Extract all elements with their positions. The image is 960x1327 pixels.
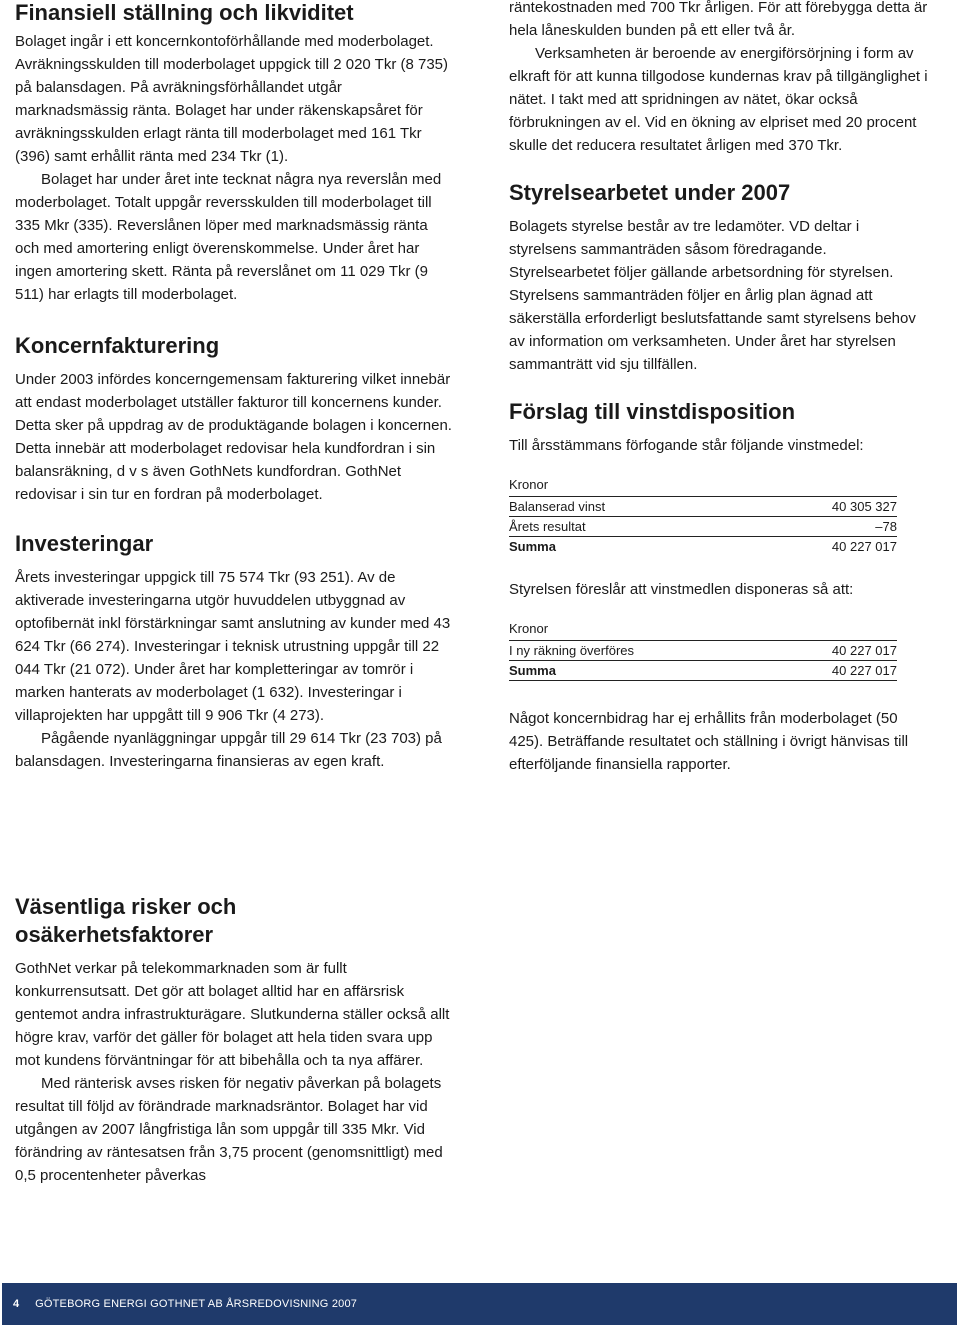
footer-title: GÖTEBORG ENERGI GOTHNET AB ÅRSREDOVISNING 2007	[35, 1298, 358, 1310]
row-label: Summa	[509, 539, 556, 554]
investments-paragraph-2: Pågående nyanläggningar uppgår till 29 614 Tkr (23 703) på balansdagen. Investeringarna finansieras av egen kraft.	[15, 730, 442, 770]
footer-bar	[2, 1283, 957, 1325]
proposal-mid: Styrelsen föreslår att vinstmedlen disponeras så att:	[509, 581, 854, 598]
table-row	[509, 641, 897, 661]
table-sum-row	[509, 661, 897, 681]
heading-finance: Finansiell ställning och likviditet	[15, 0, 354, 25]
row-label: I ny räkning överföres	[509, 641, 764, 661]
table-sum-row	[509, 537, 897, 557]
finance-paragraph-2: Bolaget har under året inte tecknat några nya reverslån med moderbolaget. Totalt uppgår reversskulden till moderbolaget till 335 Mkr (335). Reverslånen löper med marknadsmässig ränta och med amortering enligt överenskommelse. Under året har ingen amortering skett. Ränta på reverslånet om 11 029 Tkr (9 511) har erlagts till moderbolaget.	[15, 171, 442, 303]
board-paragraph-1: Bolagets styrelse består av tre ledamöter. VD deltar i styrelsens sammanträden såsom föredragande. Styrelsearbetet följer gällande arbetsordning för styrelsen. Styrelsens sammanträden följer en årlig plan ägnad att säkerställa erforderligt beslutsfattande samt styrelsens behov av information om verksamheten. Under året har styrelsen sammanträtt vid sju tillfällen.	[509, 218, 916, 373]
page-number: 4	[13, 1298, 20, 1310]
row-value: –78	[740, 517, 897, 537]
row-label: Balanserad vinst	[509, 497, 740, 517]
table-unit: Kronor	[509, 475, 740, 497]
risks-continued-paragraph-2: Verksamheten är beroende av energiförsörjning i form av elkraft för att kunna tillgodose kundernas krav på tillgänglighet i nätet. I takt med att spridningen av nätet, ökar också förbrukningen av el. Vid en ökning av elpriset med 20 procent skulle det reducera resultatet årligen med 370 Tkr.	[509, 45, 928, 154]
investments-paragraph-1: Årets investeringar uppgick till 75 574 Tkr (93 251). Av de aktiverade investeringarna utgör huvuddelen utbyggnad av optofibernät inkl förstärkningar samt anslutning av kunder med 43 624 Tkr (66 274). Investeringar i teknisk utrustning uppgår till 22 044 Tkr (21 072). Under året har kompletteringar av tomrör i marken hanterats av moderbolaget (1 632). Investeringar i villaprojekten har uppgått till 9 906 Tkr (4 273).	[15, 569, 451, 724]
row-label: Summa	[509, 661, 764, 681]
table-header-row	[509, 475, 897, 497]
heading-investments: Investeringar	[15, 531, 154, 556]
finance-paragraph-1: Bolaget ingår i ett koncernkontoförhållande med moderbolaget. Avräkningsskulden till moderbolaget uppgick till 2 020 Tkr (8 735) på balansdagen. På avräkningsförhållandet utgår marknadsmässig ränta. Bolaget har under räkenskapsåret för avräkningsskulden erlagt ränta till moderbolaget med 161 Tkr (396) samt erhållit ränta med 234 Tkr (1).	[15, 33, 449, 165]
left-column	[15, 0, 455, 773]
row-value: 40 227 017	[764, 641, 897, 661]
row-value: 40 227 017	[831, 539, 897, 554]
row-value: 40 305 327	[740, 497, 897, 517]
table-header-row	[509, 619, 897, 641]
risks-section	[15, 893, 455, 1187]
right-column	[509, 0, 929, 776]
closing-paragraph: Något koncernbidrag har ej erhållits från moderbolaget (50 425). Beträffande resultatet och ställning i övrigt hänvisas till efterföljande finansiella rapporter.	[509, 710, 909, 773]
row-value: 40 227 017	[764, 661, 897, 681]
table-row	[509, 497, 897, 517]
disposition-table	[509, 619, 897, 681]
invoicing-paragraph-1: Under 2003 infördes koncerngemensam fakturering vilket innebär att endast moderbolaget utställer fakturor till koncernens kunder. Detta sker på uppdrag av de produktägande bolagen i koncernen. Detta innebär att moderbolaget redovisar hela kundfordran i sin balansräkning, d v s även GothNets kundfordran. GothNet redovisar i sin tur en fordran på moderbolaget.	[15, 371, 452, 503]
risks-paragraph-2: Med ränterisk avses risken för negativ påverkan på bolagets resultat till följd av förändrade marknadsräntor. Bolaget har vid utgången av 2007 långfristiga lån som uppgår till 335 Mkr. Vid förändring av räntesatsen från 3,75 procent (genomsnittligt) med 0,5 procentenheter påverkas	[15, 1075, 443, 1184]
profit-table	[509, 475, 897, 556]
row-label: Årets resultat	[509, 517, 740, 537]
heading-proposal: Förslag till vinstdisposition	[509, 399, 796, 424]
heading-risks: Väsentliga risker och osäkerhetsfaktorer	[15, 894, 237, 947]
heading-board: Styrelsearbetet under 2007	[509, 180, 791, 205]
risks-paragraph-1: GothNet verkar på telekommarknaden som är fullt konkurrensutsatt. Det gör att bolaget alltid har en affärsrisk gentemot andra infrastrukturägare. Slutkunderna ställer också allt högre krav, varför det gäller för bolaget att hela tiden svara upp mot kundens förväntningar för att bibehålla och ta nya affärer.	[15, 960, 450, 1069]
proposal-intro: Till årsstämmans förfogande står följande vinstmedel:	[509, 437, 864, 454]
table-row	[509, 517, 897, 537]
risks-continued-paragraph-1: räntekostnaden med 700 Tkr årligen. För att förebygga detta är hela låneskulden bunden på ett eller två år.	[509, 0, 928, 39]
heading-invoicing: Koncernfakturering	[15, 333, 220, 358]
table-unit: Kronor	[509, 619, 764, 641]
